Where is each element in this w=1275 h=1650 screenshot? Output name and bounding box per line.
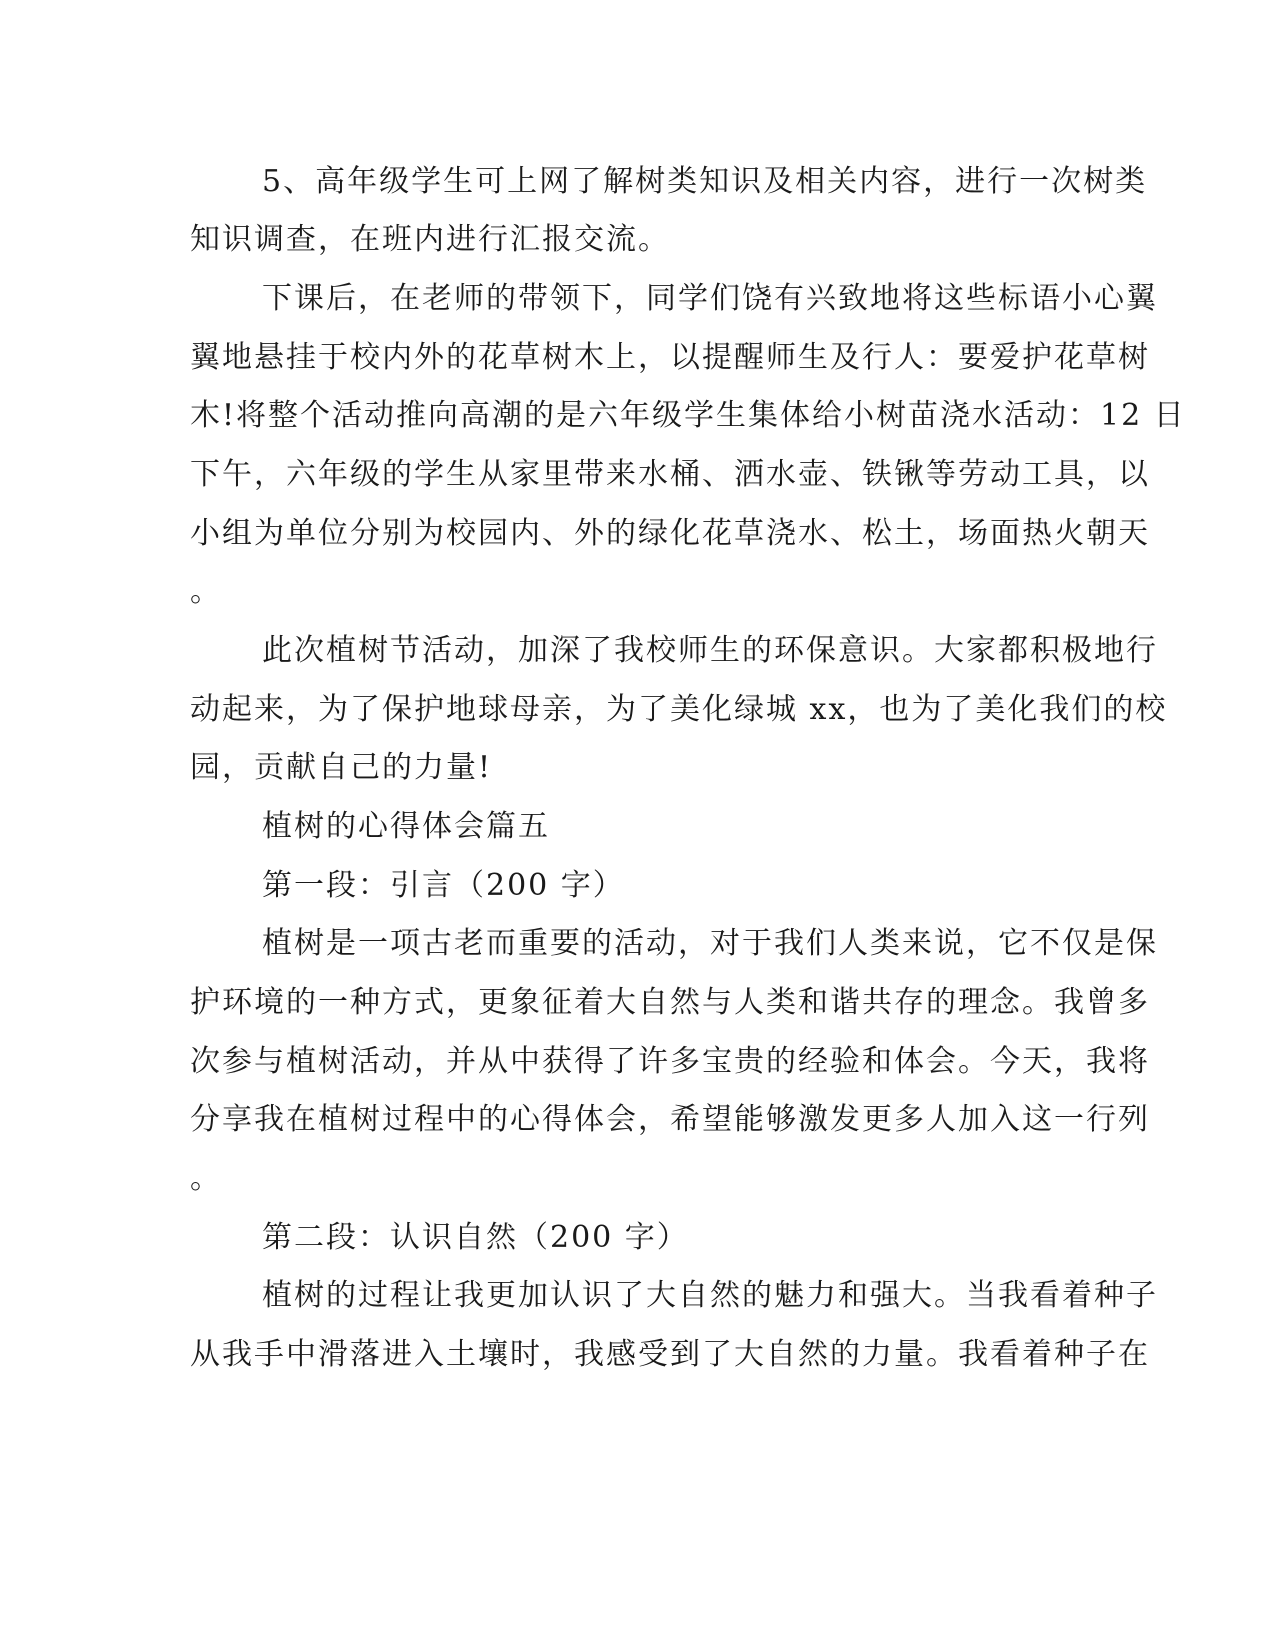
subsection-heading: 第一段：引言（200 字） [262,868,625,903]
text-line: 植树是一项古老而重要的活动，对于我们人类来说，它不仅是保 [262,926,1158,961]
text-line: 从我手中滑落进入土壤时，我感受到了大自然的力量。我看着种子在 [190,1337,1150,1372]
text-line: 翼地悬挂于校内外的花草树木上，以提醒师生及行人：要爱护花草树 [190,340,1150,375]
subsection-heading: 第二段：认识自然（200 字） [262,1220,689,1255]
text-line: 次参与植树活动，并从中获得了许多宝贵的经验和体会。今天，我将 [190,1044,1150,1079]
text-line: 知识调查，在班内进行汇报交流。 [190,222,670,257]
text-line: 下午，六年级的学生从家里带来水桶、洒水壶、铁锹等劳动工具，以 [190,457,1150,492]
text-line: 护环境的一种方式，更象征着大自然与人类和谐共存的理念。我曾多 [190,985,1150,1020]
text-line: 小组为单位分别为校园内、外的绿化花草浇水、松土，场面热火朝天 [190,516,1150,551]
text-line: 木!将整个活动推向高潮的是六年级学生集体给小树苗浇水活动：12 日 [190,398,1186,433]
text-line: 园，贡献自己的力量! [190,750,493,785]
text-line: 植树的过程让我更加认识了大自然的魅力和强大。当我看着种子 [262,1278,1158,1313]
text-line: 分享我在植树过程中的心得体会，希望能够激发更多人加入这一行列 [190,1102,1150,1137]
section-heading: 植树的心得体会篇五 [262,809,550,844]
text-line: 下课后，在老师的带领下，同学们饶有兴致地将这些标语小心翼 [262,281,1158,316]
text-line: 5、高年级学生可上网了解树类知识及相关内容，进行一次树类 [262,164,1148,199]
text-line: 此次植树节活动，加深了我校师生的环保意识。大家都积极地行 [262,633,1158,668]
text-line: 。 [190,574,222,609]
text-line: 。 [190,1161,222,1196]
text-line: 动起来，为了保护地球母亲，为了美化绿城 xx，也为了美化我们的校 [190,692,1168,727]
